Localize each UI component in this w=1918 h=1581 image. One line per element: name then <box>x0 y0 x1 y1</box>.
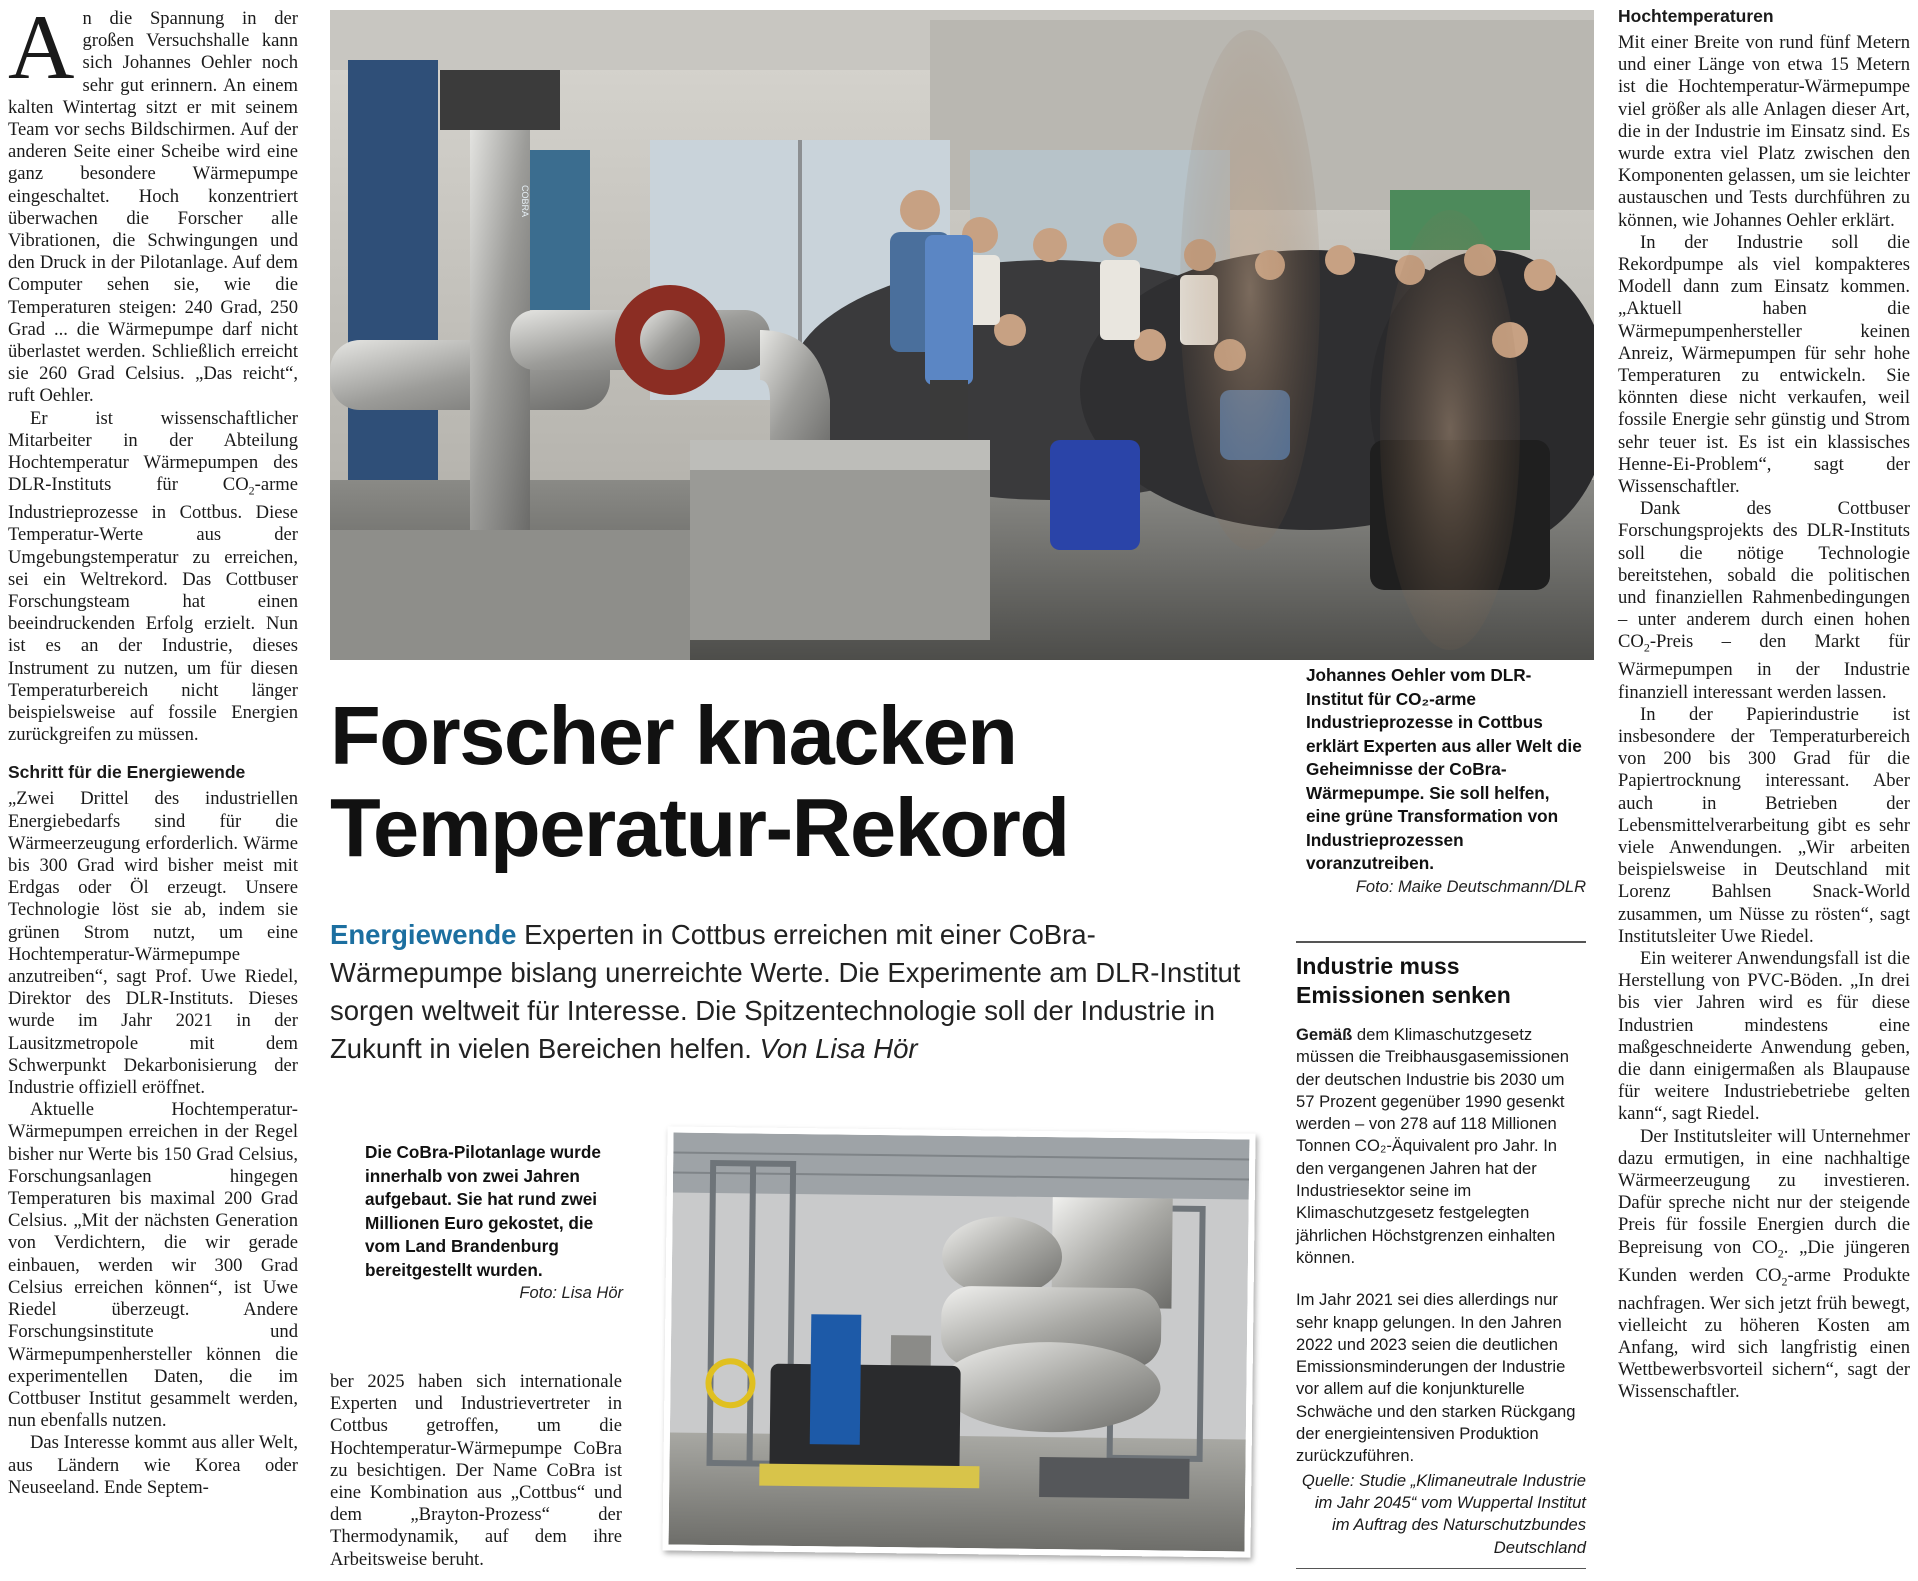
col2-paragraph-1: ber 2025 haben sich internationale Experten und Industrievertreter in Cottbus getroffen, um die Hochtemperatur-Wärmepumpe CoBra zu besichtigen. Der Name CoBra ist eine Kombination aus „Cottbus“ und dem „Brayton-Prozess“ der Thermodynamik, auf dem ihre Arbeitsweise beruht. <box>330 1371 622 1570</box>
top-photo-credit: Foto: Maike Deutschmann/DLR <box>1355 877 1586 896</box>
infobox-paragraph-2: Im Jahr 2021 sei dies allerdings nur sehr knapp gelungen. In den Jahren 2022 und 2023 seien die deutlichen Emissionsminderungen der Industrie vor allem auf die konjunkturelle Schwäche und den starken Rückgang der energieintensiven Produktion zurückzuführen. <box>1296 1290 1576 1466</box>
article-column-right <box>1618 4 1910 1404</box>
infobox <box>1296 952 1586 1559</box>
sign-banner-text: COBRA <box>520 185 530 218</box>
col1-paragraph-4: Aktuelle Hochtemperatur-Wärmepumpen erreichen in der Regel bisher nur Werte bis 150 Grad Celsius, Forschungsanlagen hingegen Temperaturen bis maximal 200 Grad Celsius. „Mit der nächsten Generation von Verdichtern, die wir gerade einbauen, werden wir 300 Grad Celsius erreichen können“, ist Uwe Riedel überzeugt. Andere Forschungsinstitute und Wärmepumpenhersteller können die experimentellen Daten, die im Cottbuser Institut gesammelt werden, nun ebenfalls nutzen. <box>8 1099 298 1432</box>
article-column-1 <box>8 0 298 1499</box>
bottom-photo-caption: Die CoBra-Pilotanlage wurde innerhalb von zwei Jahren aufgebaut. Sie hat rund zwei Millionen Euro gekostet, die vom Land Brandenburg bereitgestellt wurden. <box>365 1142 601 1280</box>
infobox-paragraph-1: Gemäß dem Klimaschutzgesetz müssen die Treibhausgasemissionen der deutschen Industrie bis 2030 um 57 Prozent gegenüber 1990 gesenkt werden – von 278 auf 118 Millionen Tonnen CO₂-Äquivalent pro Jahr. In den vergangenen Jahren hat der Industriesektor seine im Klimaschutzgesetz festgelegten jährlichen Höchstgrenzen einhalten können. <box>1296 1025 1570 1267</box>
infobox-bottom-rule <box>1296 1568 1586 1569</box>
infobox-top-rule <box>1296 941 1586 943</box>
col1-paragraph-2: Er ist wissenschaftlicher Mitarbeiter in der Abteilung Hochtemperatur Wärmepumpen des DLR-Instituts für $CO_2$-arme Industrieprozesse in Cottbus. Diese Temperatur-Werte aus der Umgebungstemperatur zu erreichen, sei ein Weltrekord. Das Cottbuser Forschungsteam hat einen beeindruckenden Erfolg erzielt. Nun ist es an der Industrie, dieses Instrument zu nutzen, um für diesen Temperaturbereich nicht länger beispielsweise auf fossile Energien zurückgreifen zu müssen. <box>8 407 298 746</box>
lead-paragraph <box>330 916 1260 1068</box>
top-photo-caption: Johannes Oehler vom DLR-Institut für CO₂-arme Industrieprozesse in Cottbus erklärt Experten aus aller Welt die Geheimnisse der CoBra-Wärmepumpe. Sie soll helfen, eine grüne Transformation von Industrieprozessen voranzutreiben. <box>1306 665 1582 873</box>
subhead-energiewende: Schritt für die Energiewende <box>8 762 246 783</box>
headline-line-2: Temperatur-Rekord <box>330 781 1069 874</box>
colR-paragraph-4: In der Papierindustrie ist insbesondere der Temperaturbereich von 200 bis 300 Grad für die Papiertrocknung interessant. Aber auch in Betrieben der Lebensmittelverarbeitung gibt es sehr viele Anwendungen. „Wir arbeiten beispielsweise in Deutschland mit Lorenz Bahlsen Snack-World zusammen, um Nüsse zu rösten“, sagt Institutsleiter Uwe Riedel. <box>1618 703 1910 947</box>
infobox-source: Quelle: Studie „Klimaneutrale Industrie im Jahr 2045“ vom Wuppertal Institut im Auftrag des Naturschutzbundes Deutschland <box>1301 1470 1586 1557</box>
infobox-title-line-2: Emissionen senken <box>1296 982 1511 1008</box>
photo-lab-tour <box>330 10 1594 660</box>
colR-paragraph-6: Der Institutsleiter will Unternehmer dazu ermutigen, in eine nachhaltige Wärmeerzeugung zu investieren. Dafür spreche nicht nur der steigende Preis für fossile Energien durch die Bepreisung von $CO_2$. „Die jüngeren Kunden werden $CO_2$-arme Produkte nachfragen. Wer sich jetzt früh bewegt, vielleicht zu höheren Kosten am Anfang, wird sich langfristig einen Wettbewerbsvorteil sichern“, sagt der Wissenschaftler. <box>1618 1125 1911 1403</box>
infobox-title <box>1296 952 1586 1010</box>
headline <box>330 690 1110 874</box>
dropcap: A <box>8 0 75 98</box>
col1-paragraph-3: „Zwei Drittel des industriellen Energiebedarfs sind für die Wärmeerzeugung erforderlich. Wärme bis 300 Grad wird bisher meist mit Erdgas oder Öl erzeugt. Unsere Technologie löst sie ab, indem sie grünen Strom nutzt, um eine Hochtemperatur-Wärmepumpe anzutreiben“, sagt Prof. Uwe Riedel, Direktor des DLR-Instituts. Dieses wurde im Jahr 2021 in der Lausitzmetropole mit dem Schwerpunkt Dekarbonisierung der Industrie offiziell eröffnet. <box>8 788 298 1099</box>
bottom-photo-caption-block <box>365 1141 623 1303</box>
top-photo-caption-block <box>1306 664 1586 897</box>
colR-paragraph-5: Ein weiterer Anwendungsfall ist die Herstellung von PVC-Böden. „In drei bis vier Jahren wird es für diese Industrien mindestens eine maßgeschneiderte Anwendung geben, die dann einigermaßen als Blaupause für weitere Industriebetriebe gelten kann“, sagt Riedel. <box>1618 948 1910 1125</box>
headline-line-1: Forscher knacken <box>330 689 1017 782</box>
kicker: Energiewende <box>330 919 517 950</box>
subhead-hochtemperaturen: Hochtemperaturen <box>1618 6 1774 26</box>
infobox-body <box>1296 1024 1586 1559</box>
colR-paragraph-2: In der Industrie soll die Rekordpumpe als viel kompakteres Modell dann zum Einsatz kommen. „Aktuell haben die Wärmepumpenhersteller keinen Anreiz, Wärmepumpen für sehr hohe Temperaturen zu entwickeln. Sie könnten diese nicht verkaufen, weil fossile Energie sehr günstig und Strom sehr teuer ist. Es ist ein klassisches Henne-Ei-Problem“, sagt der Wissenschaftler. <box>1618 231 1910 498</box>
bottom-photo-credit: Foto: Lisa Hör <box>519 1284 623 1302</box>
article-column-2 <box>330 1371 622 1571</box>
col1-paragraph-5: Das Interesse kommt aus aller Welt, aus Ländern wie Korea oder Neuseeland. Ende Septem- <box>8 1432 298 1498</box>
colR-paragraph-3: Dank des Cottbuser Forschungsprojekts des DLR-Instituts soll die nötige Technologie bereitstehen, sobald die politischen und finanziellen Rahmenbedingungen – unter anderem durch einen hohen $CO_2$-Preis – den Markt für Wärmepumpen in der Industrie finanziell interessant werden lassen. <box>1618 498 1910 703</box>
colR-paragraph-1: Mit einer Breite von rund fünf Metern und einer Länge von etwa 15 Metern ist die Hochtemperatur-Wärmepumpe viel größer als alle Anlagen dieser Art, die in der Industrie im Einsatz sind. Es wurde extra viel Platz zwischen den Komponenten gelassen, um sie leichter austauschen und Tests durchführen zu können, wie Johannes Oehler erklärt. <box>1618 32 1910 231</box>
col1-paragraph-1: n die Spannung in der großen Versuchshalle kann sich Johannes Oehler noch sehr gut erinnern. An einem kalten Wintertag sitzt er mit seinem Team vor sechs Bildschirmen. Auf der anderen Seite einer Scheibe wird eine ganz besondere Wärmepumpe eingeschaltet. Hoch konzentriert überwachen die Forscher alle Vibrationen, die Schwingungen und den Druck in der Pilotanlage. Auf dem Computer sehen sie, wie die Temperaturen steigen: 240 Grad, 250 Grad ... die Wärmepumpe darf nicht überlastet werden. Schließlich erreicht sie 260 Grad Celsius. „Das reicht“, ruft Oehler. <box>8 8 298 407</box>
photo-cobra-pilot-plant <box>662 1126 1255 1557</box>
byline: Von Lisa Hör <box>759 1033 918 1064</box>
lead-text: Experten in Cottbus erreichen mit einer CoBra-Wärmepumpe bislang unerreichte Werte. Die Experimente am DLR-Institut sorgen weltweit für Interesse. Die Spitzentechnologie soll der Industrie in Zukunft in vielen Bereichen helfen. <box>330 919 1241 1064</box>
infobox-title-line-1: Industrie muss <box>1296 953 1460 979</box>
